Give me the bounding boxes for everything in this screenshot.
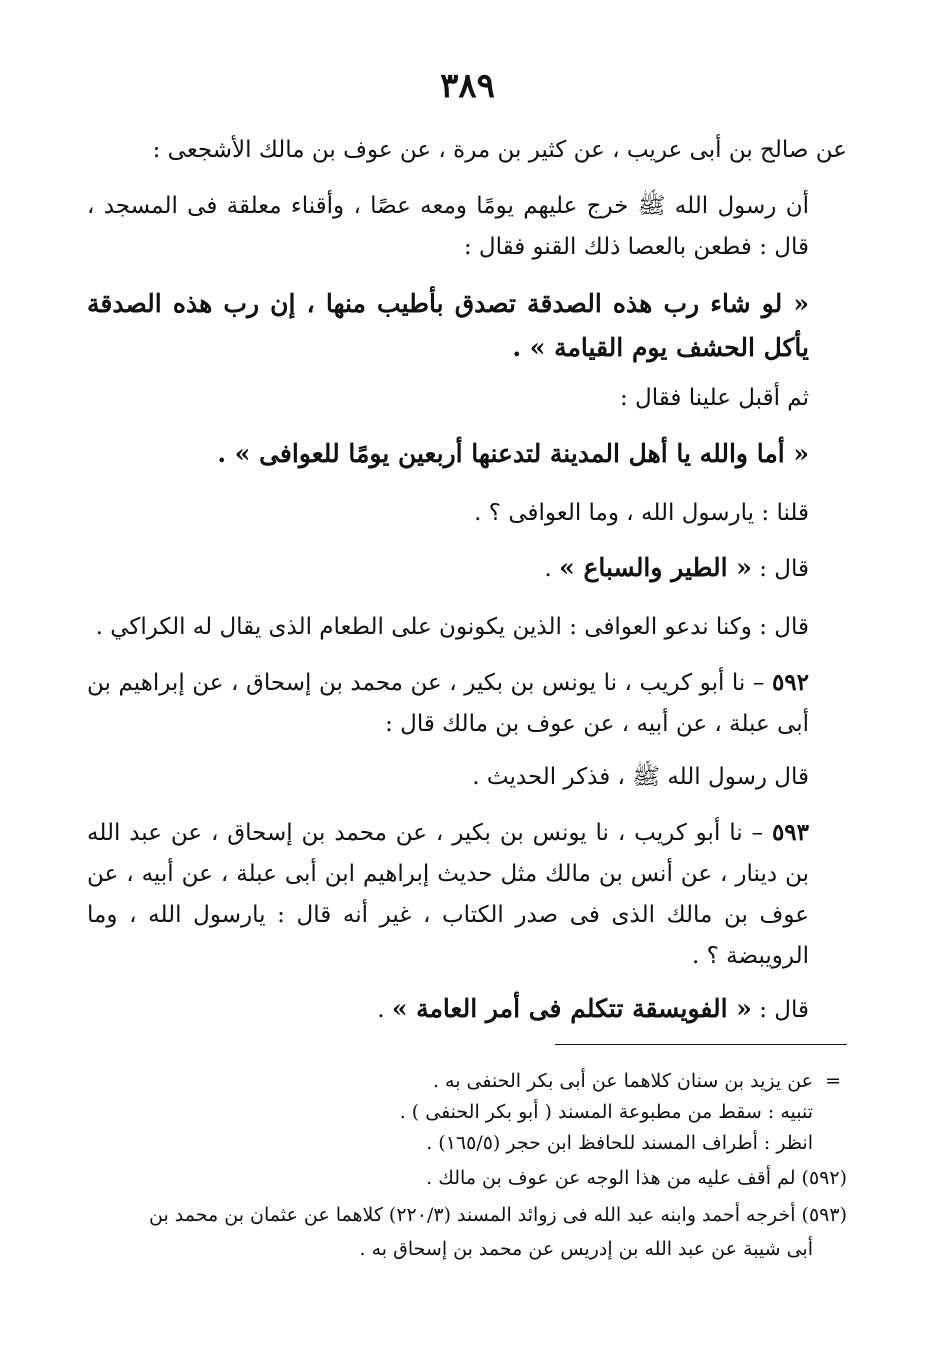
hadith-592-text: – نا أبو كريب ، نا يونس بن بكير ، عن محمد بن إسحاق ، عن إبراهيم بن أبى عبلة ، عن أبيه ، عن عوف بن مالك قال :: [87, 670, 809, 737]
hadith-592: [87, 662, 847, 745]
answer-line: [87, 547, 847, 590]
question-line: قلنا : يارسول الله ، وما العوافى ؟ .: [474, 500, 809, 526]
prophet-saying-2: « أما والله يا أهل المدينة لتدعنها أربعين يومًا للعوافى » .: [217, 439, 809, 468]
hadith-593-text: – نا أبو كريب ، نا يونس بن بكير ، عن محمد بن إسحاق ، عن عبد الله بن دينار ، عن أنس بن مالك مثل حديث إبراهيم ابن أبى عبلة ، عن أبيه ، عن عوف بن مالك الذى فى صدر الكتاب ، غير أنه قال : يارسول الله ، وما الرويبضة ؟ .: [87, 820, 809, 969]
hadith-number-592: ٥٩٢: [771, 669, 809, 696]
footnote-592: (٥٩٢) لم أقف عليه من هذا الوجه عن عوف بن مالك .: [426, 1167, 847, 1189]
matn-suffix: .: [377, 997, 392, 1023]
footnote-line-2: تنبيه : سقط من مطبوعة المسند ( أبو بكر الحنفى ) .: [399, 1101, 813, 1123]
hadith-593-matn: [87, 988, 847, 1031]
hadith-number-593: ٥٩٣: [771, 819, 809, 846]
matn-prefix: قال :: [751, 997, 809, 1023]
footnote-line-1: [87, 1066, 841, 1097]
footnote-separator: [555, 1044, 847, 1045]
hadith-592-matn: قال رسول الله ﷺ ، فذكر الحديث .: [472, 764, 809, 790]
answer-quote: « الطير والسباع »: [559, 553, 752, 582]
page-number: ٣٨٩: [440, 66, 495, 106]
hadith-narrative: أن رسول الله ﷺ خرج عليهم يومًا ومعه عصًا ، وأقناء معلقة فى المسجد ، قال : فطعن بالعصا ذلك القنو فقال :: [87, 193, 809, 260]
isnad-line: عن صالح بن أبى عريب ، عن كثير بن مرة ، عن عوف بن مالك الأشجعى :: [152, 137, 847, 163]
narrative-line: ثم أقبل علينا فقال :: [619, 385, 809, 411]
explanation-line: قال : وكنا ندعو العوافى : الذين يكونون على الطعام الذى يقال له الكراكي .: [95, 614, 809, 640]
footnote-593-cont: أبى شيبة عن عبد الله بن إدريس عن محمد بن إسحاق به .: [359, 1238, 813, 1260]
answer-prefix: قال :: [751, 556, 809, 582]
answer-suffix: .: [544, 556, 560, 582]
footnote-line-3: انظر : أطراف المسند للحافظ ابن حجر (١٦٥/٥) .: [426, 1132, 813, 1154]
continuation-mark: =: [825, 1070, 841, 1092]
footnote-593: (٥٩٣) أخرجه أحمد وابنه عبد الله فى زوائد المسند (٢٢٠/٣) كلاهما عن عثمان بن محمد بن: [149, 1204, 847, 1226]
matn-quote: « الفويسقة تتكلم فى أمر العامة »: [391, 994, 752, 1023]
prophet-saying-1: « لو شاء رب هذه الصدقة تصدق بأطيب منها ، إن رب هذه الصدقة يأكل الحشف يوم القيامة » .: [87, 289, 809, 362]
footnote-text: عن يزيد بن سنان كلاهما عن أبى بكر الحنفى به .: [432, 1070, 813, 1092]
hadith-593: [87, 812, 847, 977]
